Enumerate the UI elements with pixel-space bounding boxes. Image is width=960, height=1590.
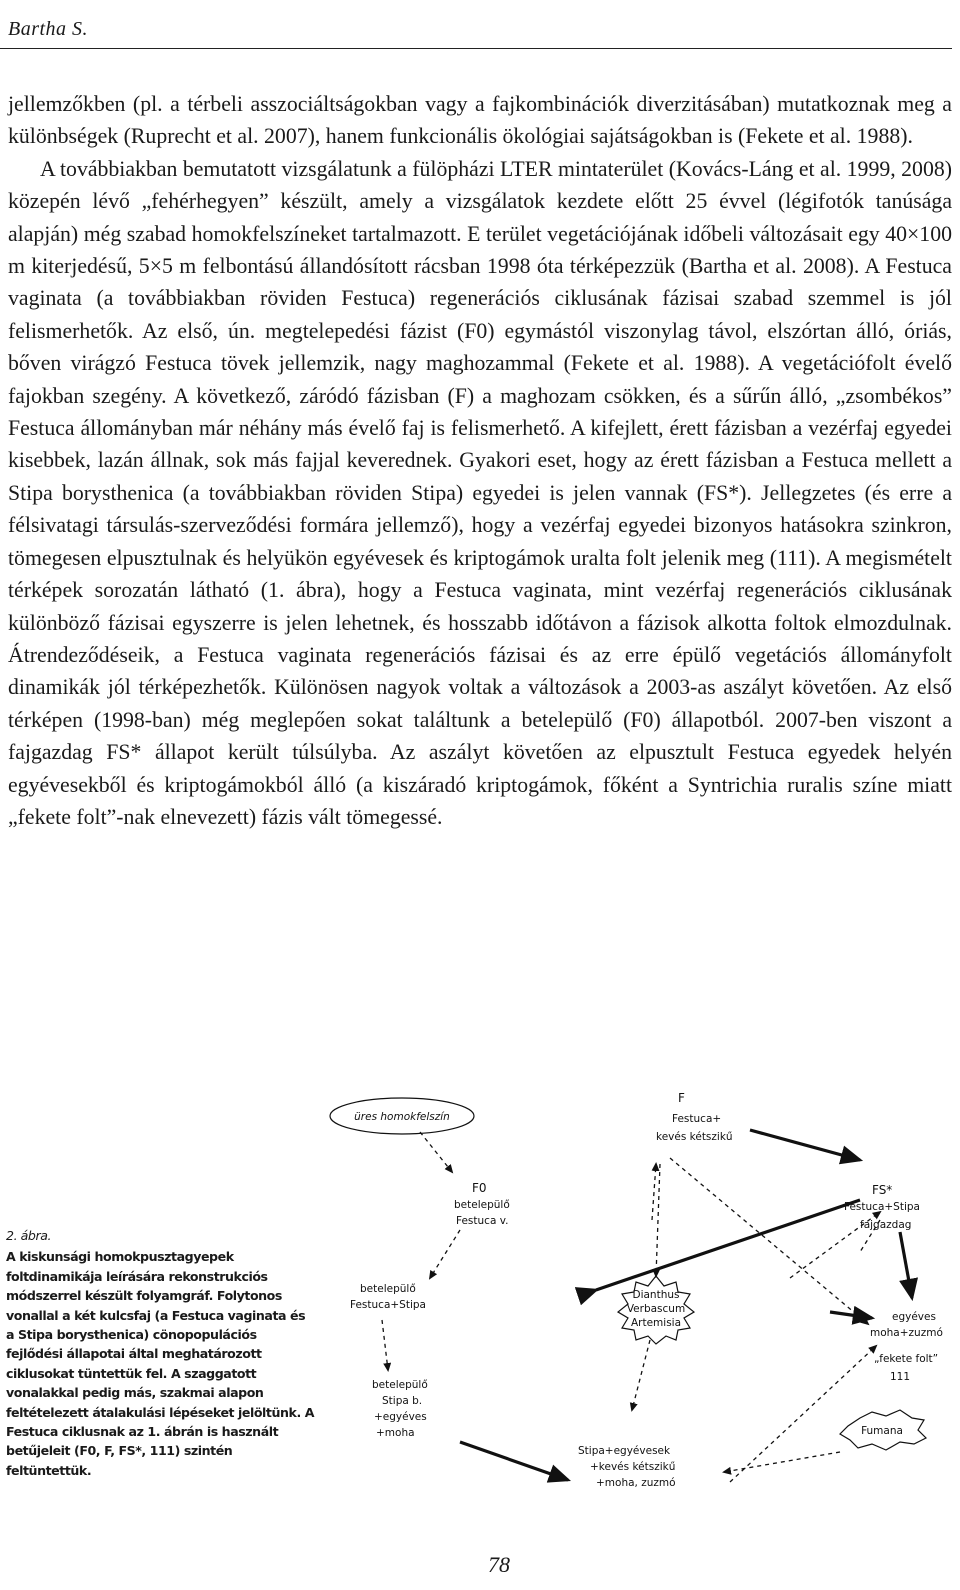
node-egyeves <box>870 1311 943 1383</box>
dash-ures-f0 <box>420 1132 452 1172</box>
f0-line1: betelepülő <box>454 1199 510 1211</box>
arrow-f-fs <box>750 1130 860 1160</box>
node-fumana <box>840 1410 926 1450</box>
egy-line4: 111 <box>890 1371 911 1383</box>
bst-line3: +egyéves <box>374 1411 427 1423</box>
f-line2: kevés kétszikű <box>656 1131 733 1143</box>
node-ures <box>330 1098 474 1134</box>
dash-f0-bfs <box>430 1230 460 1278</box>
figure-caption <box>6 1226 316 1480</box>
arrow-bst-stipa <box>460 1442 568 1480</box>
bst-line4: +moha <box>376 1427 415 1439</box>
node-stipa-egyevesek <box>578 1445 676 1489</box>
f0-code: F0 <box>472 1181 487 1195</box>
fs-line1: Festuca+Stipa <box>844 1201 920 1213</box>
fumana-label: Fumana <box>861 1425 903 1437</box>
arrow-star-egy <box>830 1312 872 1318</box>
bst-line1: betelepülő <box>372 1379 428 1391</box>
node-f <box>656 1091 733 1143</box>
page-number: 78 <box>488 1552 510 1577</box>
dash-f-star <box>656 1164 660 1276</box>
arrow-f0-fs <box>596 1200 860 1290</box>
dash-stipa-egy <box>730 1346 876 1482</box>
paragraph-1: jellemzőkben (pl. a térbeli asszociáltságokban vagy a fajkombinációk diverzitásában) mutatkoznak meg a különbségek (Ruprecht et al. 2007), hanem funkcionális ökológiai sajátságokban is (Fekete et al. 1988). <box>8 92 952 149</box>
f0-line2: Festuca v. <box>456 1215 509 1227</box>
star-line3: Artemisia <box>630 1317 682 1329</box>
stipa-line2: +kevés kétszikű <box>590 1461 676 1473</box>
bst-line2: Stipa b. <box>382 1395 423 1407</box>
egy-line3: „fekete folt” <box>874 1353 939 1365</box>
dash-bfs-bst <box>382 1320 388 1370</box>
egy-line2: moha+zuzmó <box>870 1327 943 1339</box>
fs-code: FS* <box>872 1183 893 1197</box>
paragraph-2: A továbbiakban bemutatott vizsgálatunk a fülöpházi LTER mintaterület (Kovács-Láng et al. 1999, 2008) közepén lévő „fehérhegyen” készült, amely a vizsgálatok kezdete előtt 25 évvel (légifotók tanúsága alapján) még szabad homokfelszíneket tartalmazott. E terület vegetációjának időbeli változásait egy 40×100 m kiterjedésű, 5×5 m felbontású állandósított rácsban 1998 óta térképezzük (Bartha et al. 2008). A Festuca vaginata (a továbbiakban röviden Festuca) regenerációs ciklusának fázisai szabad szemmel is jól felismerhetők. Az első, ún. megtelepedési fázist (F0) egymástól viszonylag távol, elszórtan álló, óriás, bőven virágzó Festuca tövek jellemzik, nagy maghozammal (Fekete et al. 1988). A vegetációfolt évelő fajokban szegény. A következő, záródó fázisban (F) a maghozam csökken, és a sűrűn álló, „zsombékos” Festuca állományban már néhány más évelő faj is felismerhető. A kifejlett, érett fázisban a vezérfaj egyedei kisebbek, lazán állnak, sok más fajjal keverednek. Gyakori eset, hogy az érett fázisban a Festuca mellett a Stipa borysthenica (a továbbiakban röviden Stipa) egyedei is jelen vannak (FS*). Jellegzetes (és erre a félsivatagi társulás-szerveződési formára jellemző), hogy a vezérfaj egyedei bizonyos hatásokra szinkron, tömegesen elpusztulnak és helyükön egyévesek és kriptogámok uralta folt jelenik meg (111). A megismételt térképek sorozatán látható (1. ábra), hogy a Festuca vaginata, mint vezérfaj regenerációs ciklusának különböző fázisai egyszerre is jelen lehetnek, és hosszabb időtávon a fázisok alkotta foltok elmozdulnak. Átrendeződéseik, a Festuca vaginata regenerációs fázisai és az erre épülő vegetációs állományfolt dinamikák jól térképezhetők. Különösen nagyok voltak a változások a 2003-as aszályt követően. Az első térképen (1998-ban) még meglepően sokat találtunk a betelepülő (F0) állapotból. 2007-ben viszont a fajgazdag FS* állapot került túlsúlyba. Az aszályt követően az elpusztult Festuca egyedek helyén egyévesekből és kriptogámokból álló (a kiszáradó kriptogámok, főként a Syntrichia ruralis színe miatt „fekete folt”-nak elnevezett) fázis vált tömegessé. <box>8 156 952 829</box>
star-line2: Verbascum <box>626 1303 686 1315</box>
star-line1: Dianthus <box>632 1289 680 1301</box>
fs-line2: fajgazdag <box>860 1219 912 1231</box>
node-fs <box>844 1183 920 1231</box>
arrow-fs-egy <box>900 1232 912 1298</box>
stipa-line1: Stipa+egyévesek <box>578 1445 671 1457</box>
f-line1: Festuca+ <box>672 1113 722 1125</box>
f-code: F <box>678 1091 685 1105</box>
node-betelepulo-stipa <box>372 1379 428 1439</box>
bfs-line1: betelepülő <box>360 1283 416 1295</box>
dash-f-egy <box>670 1158 868 1324</box>
body-text <box>8 88 952 833</box>
stipa-line3: +moha, zuzmó <box>596 1477 676 1489</box>
caption-text: A kiskunsági homokpusztagyepek foltdinamikája leírására rekonstrukciós módszerrel készült folyamgráf. Folytonos vonallal a két kulcsfaj (a Festuca vaginata és a Stipa borysthenica) cönopopulációs fejlődési állapotai által meghatározott ciklusokat tüntettük fel. A szaggatott vonalakkal pedig más, szakmai alapon feltételezett átalakulási lépéseket jelöltünk. A Festuca ciklusnak az 1. ábrán is használt betűjeleit (F0, F, FS*, 111) szintén feltüntettük. <box>6 1249 315 1478</box>
node-star <box>618 1276 694 1344</box>
dash-star-stipa <box>632 1340 650 1410</box>
dash-stipa-fumana <box>724 1452 840 1472</box>
egy-line1: egyéves <box>892 1311 936 1323</box>
running-head: Bartha S. <box>8 18 89 40</box>
node-betelepulo-festuca-stipa <box>350 1283 426 1311</box>
dash-up-f <box>652 1164 656 1220</box>
flow-diagram <box>320 1080 952 1520</box>
figure-number: 2. ábra. <box>6 1228 52 1243</box>
node-f0 <box>454 1181 510 1227</box>
header-rule <box>0 48 952 49</box>
ures-label: üres homokfelszín <box>354 1111 450 1123</box>
bfs-line2: Festuca+Stipa <box>350 1299 426 1311</box>
